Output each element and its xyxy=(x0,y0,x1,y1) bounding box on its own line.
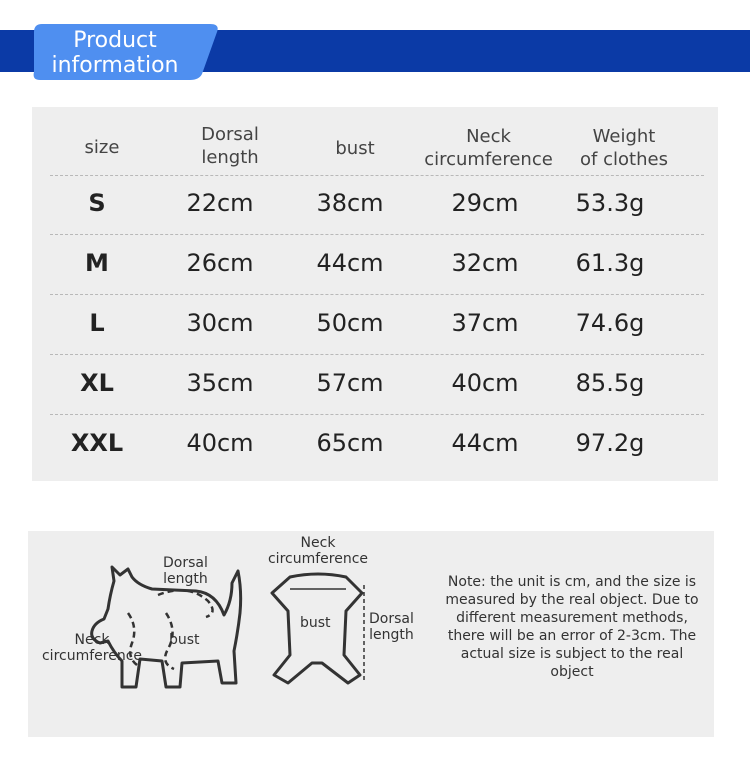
shirt-dorsal-line1: Dorsal xyxy=(369,611,414,627)
header-neck-circumference xyxy=(416,125,561,171)
shirt-neck-line2: circumference xyxy=(267,551,369,567)
header-weight-line2: of clothes xyxy=(580,149,668,170)
row-s-neck: 29cm xyxy=(451,189,519,217)
row-s-size: S xyxy=(88,189,106,217)
size-table xyxy=(32,107,718,481)
row-xl-weight: 85.5g xyxy=(575,369,645,397)
shirt-outline-icon xyxy=(260,569,380,699)
header-weight-of-clothes xyxy=(564,125,684,171)
row-l-bust: 50cm xyxy=(316,309,384,337)
row-m-weight: 61.3g xyxy=(575,249,645,277)
header-dorsal-length xyxy=(170,123,290,169)
row-l-neck: 37cm xyxy=(451,309,519,337)
dog-neck-line1: Neck xyxy=(74,632,110,648)
row-s-dorsal: 22cm xyxy=(186,189,254,217)
header-size-label: size xyxy=(84,137,120,158)
note-line: actual size is subject to the real xyxy=(460,646,684,662)
measurement-diagram xyxy=(28,531,714,737)
shirt-dorsal-length-label xyxy=(369,611,414,643)
row-xxl-bust: 65cm xyxy=(316,429,384,457)
tab-title-line2: information xyxy=(51,53,179,78)
tab-title-line1: Product xyxy=(73,28,157,53)
row-xxl-dorsal: 40cm xyxy=(186,429,254,457)
row-l-dorsal: 30cm xyxy=(186,309,254,337)
header-neck-line1: Neck xyxy=(466,126,511,147)
row-m-size: M xyxy=(85,249,109,277)
table-divider xyxy=(50,234,704,235)
product-information-tab xyxy=(30,22,222,82)
note-line: Note: the unit is cm, and the size is xyxy=(447,574,697,590)
tab-title xyxy=(30,28,200,78)
row-xxl-size: XXL xyxy=(70,429,124,457)
header-bust xyxy=(315,137,395,160)
table-divider xyxy=(50,414,704,415)
row-s-bust: 38cm xyxy=(316,189,384,217)
shirt-dorsal-line2: length xyxy=(369,627,414,643)
shirt-neck-line1: Neck xyxy=(300,535,336,551)
note-line: object xyxy=(550,664,594,680)
row-m-neck: 32cm xyxy=(451,249,519,277)
header-dorsal-line2: length xyxy=(201,147,259,168)
row-m-dorsal: 26cm xyxy=(186,249,254,277)
dog-neck-circumference-label xyxy=(38,632,146,664)
row-xl-dorsal: 35cm xyxy=(186,369,254,397)
header-size xyxy=(72,136,132,159)
measurement-note xyxy=(436,573,708,681)
header-dorsal-line1: Dorsal xyxy=(201,124,259,145)
row-m-bust: 44cm xyxy=(316,249,384,277)
row-s-weight: 53.3g xyxy=(575,189,645,217)
note-line: different measurement methods, xyxy=(456,610,688,626)
dog-bust-label: bust xyxy=(169,632,200,648)
note-line: measured by the real object. Due to xyxy=(445,592,699,608)
table-divider xyxy=(50,354,704,355)
dog-neck-line2: circumference xyxy=(41,648,143,664)
shirt-neck-circumference-label xyxy=(262,535,374,567)
shirt-bust-label: bust xyxy=(300,615,331,631)
dog-dorsal-line2: length xyxy=(163,571,208,587)
row-xl-neck: 40cm xyxy=(451,369,519,397)
row-xxl-neck: 44cm xyxy=(451,429,519,457)
row-xl-size: XL xyxy=(80,369,114,397)
header-weight-line1: Weight xyxy=(592,126,656,147)
row-l-size: L xyxy=(89,309,105,337)
table-divider xyxy=(50,294,704,295)
dog-dorsal-line1: Dorsal xyxy=(163,555,208,571)
header-bust-label: bust xyxy=(335,138,375,159)
dog-dorsal-length-label xyxy=(163,555,208,587)
note-line: there will be an error of 2-3cm. The xyxy=(447,628,697,644)
row-l-weight: 74.6g xyxy=(575,309,645,337)
row-xl-bust: 57cm xyxy=(316,369,384,397)
row-xxl-weight: 97.2g xyxy=(575,429,645,457)
header-neck-line2: circumference xyxy=(424,149,553,170)
table-divider xyxy=(50,175,704,176)
